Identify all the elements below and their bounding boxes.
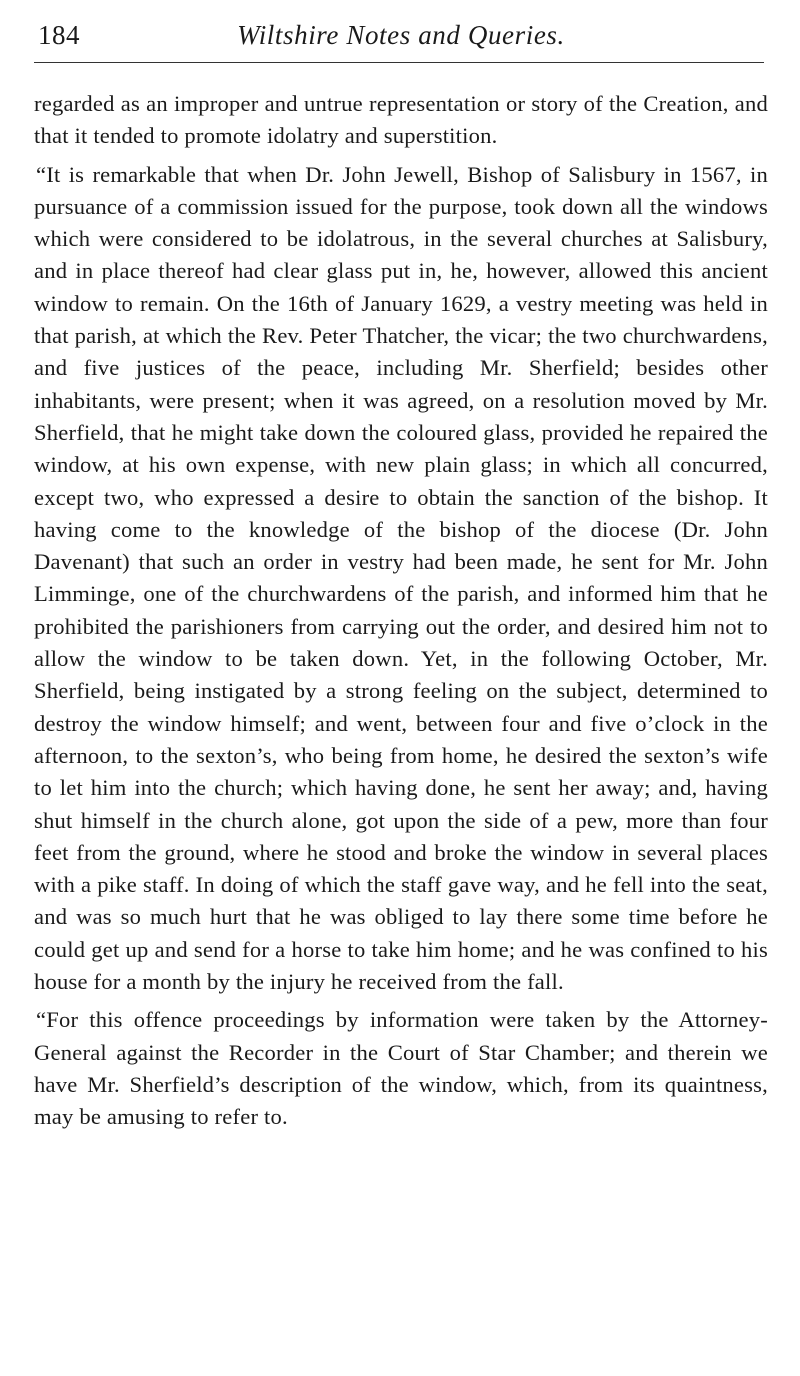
paragraph-jewell-bishop: “It is remarkable that when Dr. John Jewell, Bishop of Salisbury in 1567, in pursuance of a commission issued for the purpose, took down all the windows which were considered to be idolatrous, in the several churches at Salisbury, and in place thereof had clear glass put in, he, however, allowed this ancient window to remain. On the 16th of January 1629, a vestry meeting was held in that parish, at which the Rev. Peter Thatcher, the vicar; the two churchwardens, and five justices of the peace, including Mr. Sherfield; besides other inhabitants, were present; when it was agreed, on a resolution moved by Mr. Sherfield, that he might take down the coloured glass, provided he repaired the window, at his own expense, with new plain glass; in which all concurred, except two, who expressed a desire to obtain the sanction of the bishop. It having come to the knowledge of the bishop of the diocese (Dr. John Davenant) that such an order in vestry had been made, he sent for Mr. John Limminge, one of the churchwardens of the parish, and informed him that he prohibited the parishioners from carrying out the order, and desired him not to allow the window to be taken down. Yet, in the following October, Mr. Sherfield, being instigated by a strong feeling on the subject, determined to destroy the window himself; and went, between four and five o’clock in the afternoon, to the sexton’s, who being from home, he desired the sexton’s wife to let him into the church; which having done, he sent her away; and, having shut himself in the church alone, got upon the side of a pew, more than four feet from the ground, where he stood and broke the window in several places with a pike staff. In doing of which the staff gave way, and he fell into the seat, and was so much hurt that he was obliged to lay there some time before he could get up and send for a horse to take him home; and he was confined to his house for a month by the injury he received from the fall. <box>34 161 768 995</box>
header-rule <box>34 62 764 63</box>
running-head <box>34 14 768 54</box>
body-text <box>34 88 768 1134</box>
page-number: 184 <box>38 20 80 50</box>
paragraph-continuation: regarded as an improper and untrue representation or story of the Creation, and that it tended to promote idolatry and superstition. <box>34 91 768 149</box>
journal-title: Wiltshire Notes and Queries. <box>237 20 565 50</box>
paragraph-star-chamber: “For this offence proceedings by information were taken by the Attorney-General against the Recorder in the Court of Star Chamber; and therein we have Mr. Sherfield’s description of the window, which, from its quaintness, may be amusing to refer to. <box>34 1007 768 1130</box>
page <box>34 0 768 1376</box>
